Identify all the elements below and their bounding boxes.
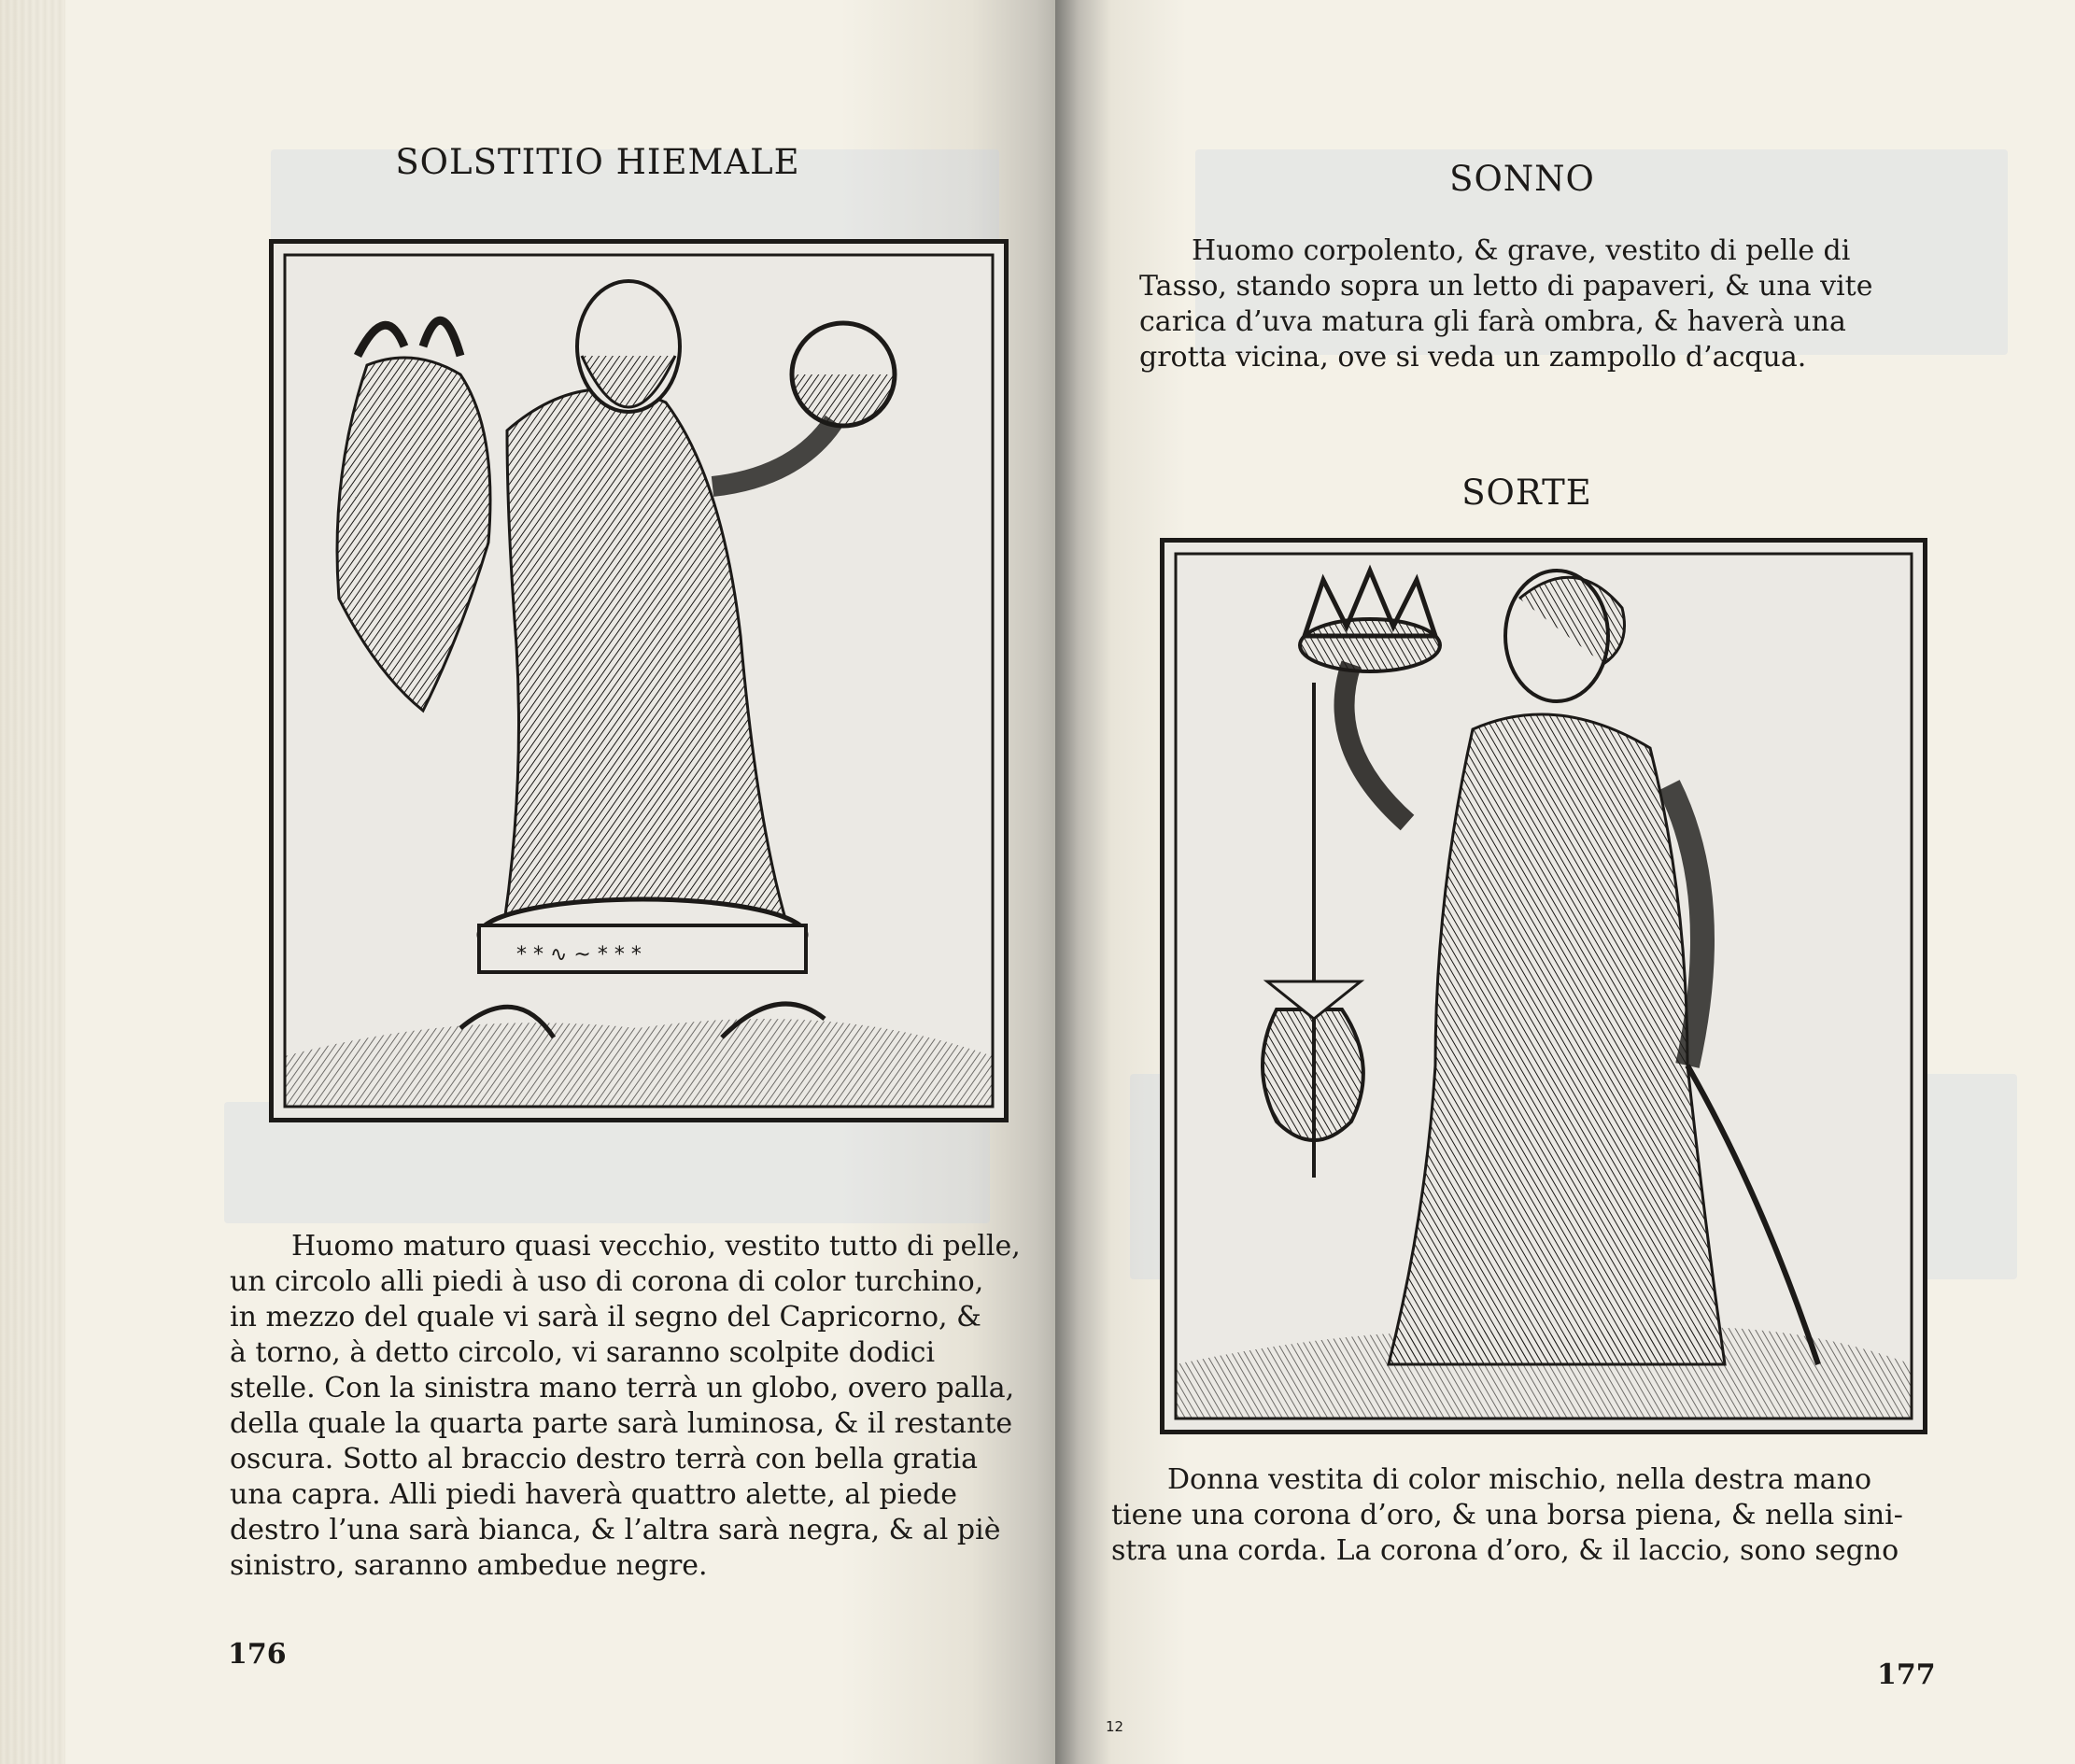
text-line: sinistro, saranno ambedue negre.: [230, 1549, 708, 1582]
section-title-sonno: SONNO: [1449, 159, 1595, 199]
page-number-left: 176: [228, 1638, 287, 1671]
text-line: tiene una corona d’oro, & una borsa piena, & nella sini-: [1111, 1499, 1903, 1531]
text-line: in mezzo del quale vi sarà il segno del Capricorno, &: [230, 1301, 981, 1334]
text-line: stra una corda. La corona d’oro, & il laccio, sono segno: [1111, 1534, 1899, 1567]
right-page: [1055, 0, 2075, 1764]
page-edge-stack: [0, 0, 65, 1764]
text-line: à torno, à detto circolo, vi saranno scolpite dodici: [230, 1336, 936, 1369]
woodcut-old-man-with-goat-and-globe-icon: [274, 244, 1004, 1118]
text-line: una capra. Alli piedi haverà quattro alette, al piede: [230, 1478, 957, 1511]
text-line: Huomo corpolento, & grave, vestito di pelle di: [1192, 234, 1851, 267]
text-line: grotta vicina, ove si veda un zampollo d’acqua.: [1139, 341, 1807, 374]
text-line: oscura. Sotto al braccio destro terrà con bella gratia: [230, 1443, 978, 1475]
text-line: stelle. Con la sinistra mano terrà un globo, overo palla,: [230, 1372, 1015, 1404]
paragraph-sonno: [1139, 233, 1948, 375]
text-line: della quale la quarta parte sarà luminosa, & il restante: [230, 1407, 1013, 1440]
text-line: carica d’uva matura gli farà ombra, & haverà una: [1139, 305, 1846, 338]
text-line: destro l’una sarà bianca, & l’altra sarà negra, & al piè: [230, 1514, 1001, 1546]
section-title-sorte: SORTE: [1461, 473, 1592, 513]
illustration-sorte: [1160, 538, 1927, 1434]
signature-mark: 12: [1106, 1718, 1124, 1735]
text-line: Huomo maturo quasi vecchio, vestito tutto di pelle,: [291, 1230, 1021, 1263]
page-title-solstitio: SOLSTITIO HIEMALE: [395, 142, 800, 182]
paragraph-solstitio: [230, 1229, 1048, 1584]
text-line: un circolo alli piedi à uso di corona di color turchino,: [230, 1265, 984, 1298]
text-line: Tasso, stando sopra un letto di papaveri, & una vite: [1139, 270, 1873, 303]
illustration-solstitio-hiemale: [269, 239, 1009, 1122]
svg-text:* * ∿ ~ * * *: * * ∿ ~ * * *: [516, 943, 642, 967]
text-line: Donna vestita di color mischio, nella destra mano: [1167, 1463, 1871, 1496]
paragraph-sorte: [1111, 1462, 1948, 1569]
page-number-right: 177: [1877, 1658, 1936, 1691]
woodcut-woman-with-crown-purse-and-rope-icon: [1165, 543, 1923, 1430]
